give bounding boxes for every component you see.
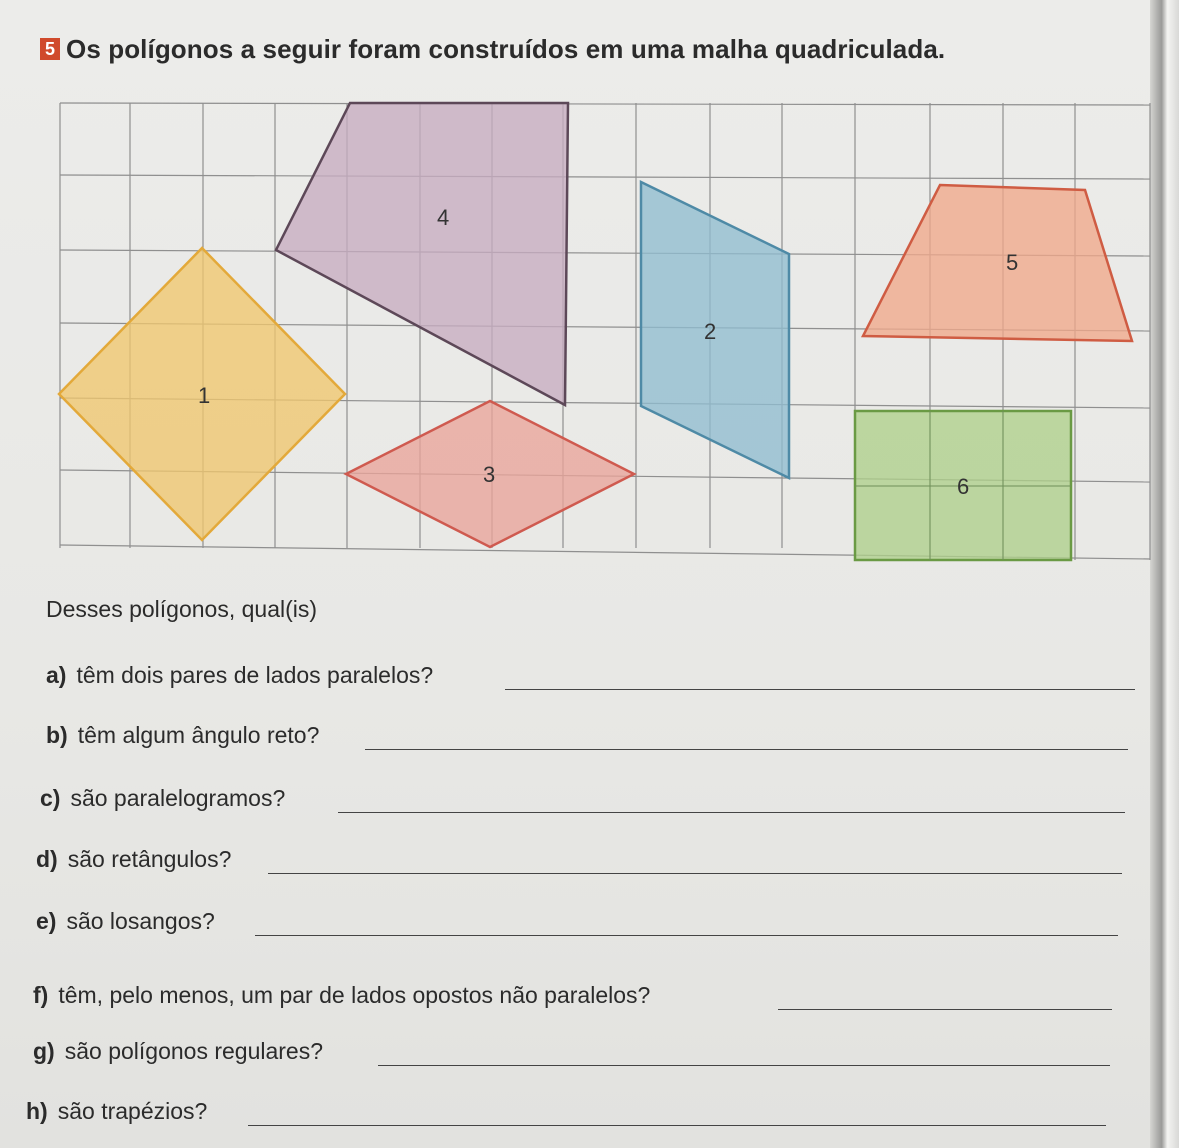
polygon-5-label: 5: [1006, 250, 1019, 275]
question-text: têm dois pares de lados paralelos?: [76, 662, 434, 688]
question-letter: b): [46, 722, 68, 748]
grid-line-horizontal: [60, 103, 1150, 105]
polygon-5-trapezoid: [863, 185, 1132, 341]
answer-line[interactable]: [338, 812, 1125, 813]
question-item: [36, 908, 215, 935]
polygon-4-label: 4: [437, 205, 450, 230]
question-letter: c): [40, 785, 61, 811]
answer-line[interactable]: [248, 1125, 1106, 1126]
question-letter: d): [36, 846, 58, 872]
question-letter: h): [26, 1098, 48, 1124]
answer-line[interactable]: [778, 1009, 1112, 1010]
question-text: são retângulos?: [67, 846, 232, 872]
polygon-6-label: 6: [957, 474, 970, 499]
polygon-2-label: 2: [704, 319, 717, 344]
question-text: são trapézios?: [57, 1098, 208, 1124]
question-text: são polígonos regulares?: [64, 1038, 324, 1064]
question-letter: a): [46, 662, 67, 688]
question-item: [40, 785, 285, 812]
question-text: têm, pelo menos, um par de lados opostos não paralelos?: [58, 982, 651, 1008]
question-letter: f): [33, 982, 49, 1008]
question-letter: g): [33, 1038, 55, 1064]
answer-line[interactable]: [365, 749, 1128, 750]
question-item: [36, 846, 231, 873]
exercise-title: Os polígonos a seguir foram construídos em uma malha quadriculada.: [66, 34, 946, 64]
question-item: [46, 662, 433, 689]
question-text: têm algum ângulo reto?: [77, 722, 320, 748]
exercise-number: 5: [40, 38, 60, 60]
answer-line[interactable]: [378, 1065, 1110, 1066]
answer-line[interactable]: [255, 935, 1118, 936]
question-text: são losangos?: [66, 908, 215, 934]
question-item: [33, 982, 650, 1009]
question-text: são paralelogramos?: [70, 785, 286, 811]
grid-line-horizontal: [60, 175, 1150, 179]
questions-intro: Desses polígonos, qual(is): [46, 596, 318, 622]
question-item: [46, 722, 319, 749]
question-item: [26, 1098, 207, 1125]
question-item: [33, 1038, 323, 1065]
answer-line[interactable]: [505, 689, 1135, 690]
answer-line[interactable]: [268, 873, 1122, 874]
polygon-3-label: 3: [483, 462, 496, 487]
polygon-4-trapezoid: [276, 103, 568, 405]
polygon-1-label: 1: [198, 383, 211, 408]
question-letter: e): [36, 908, 57, 934]
